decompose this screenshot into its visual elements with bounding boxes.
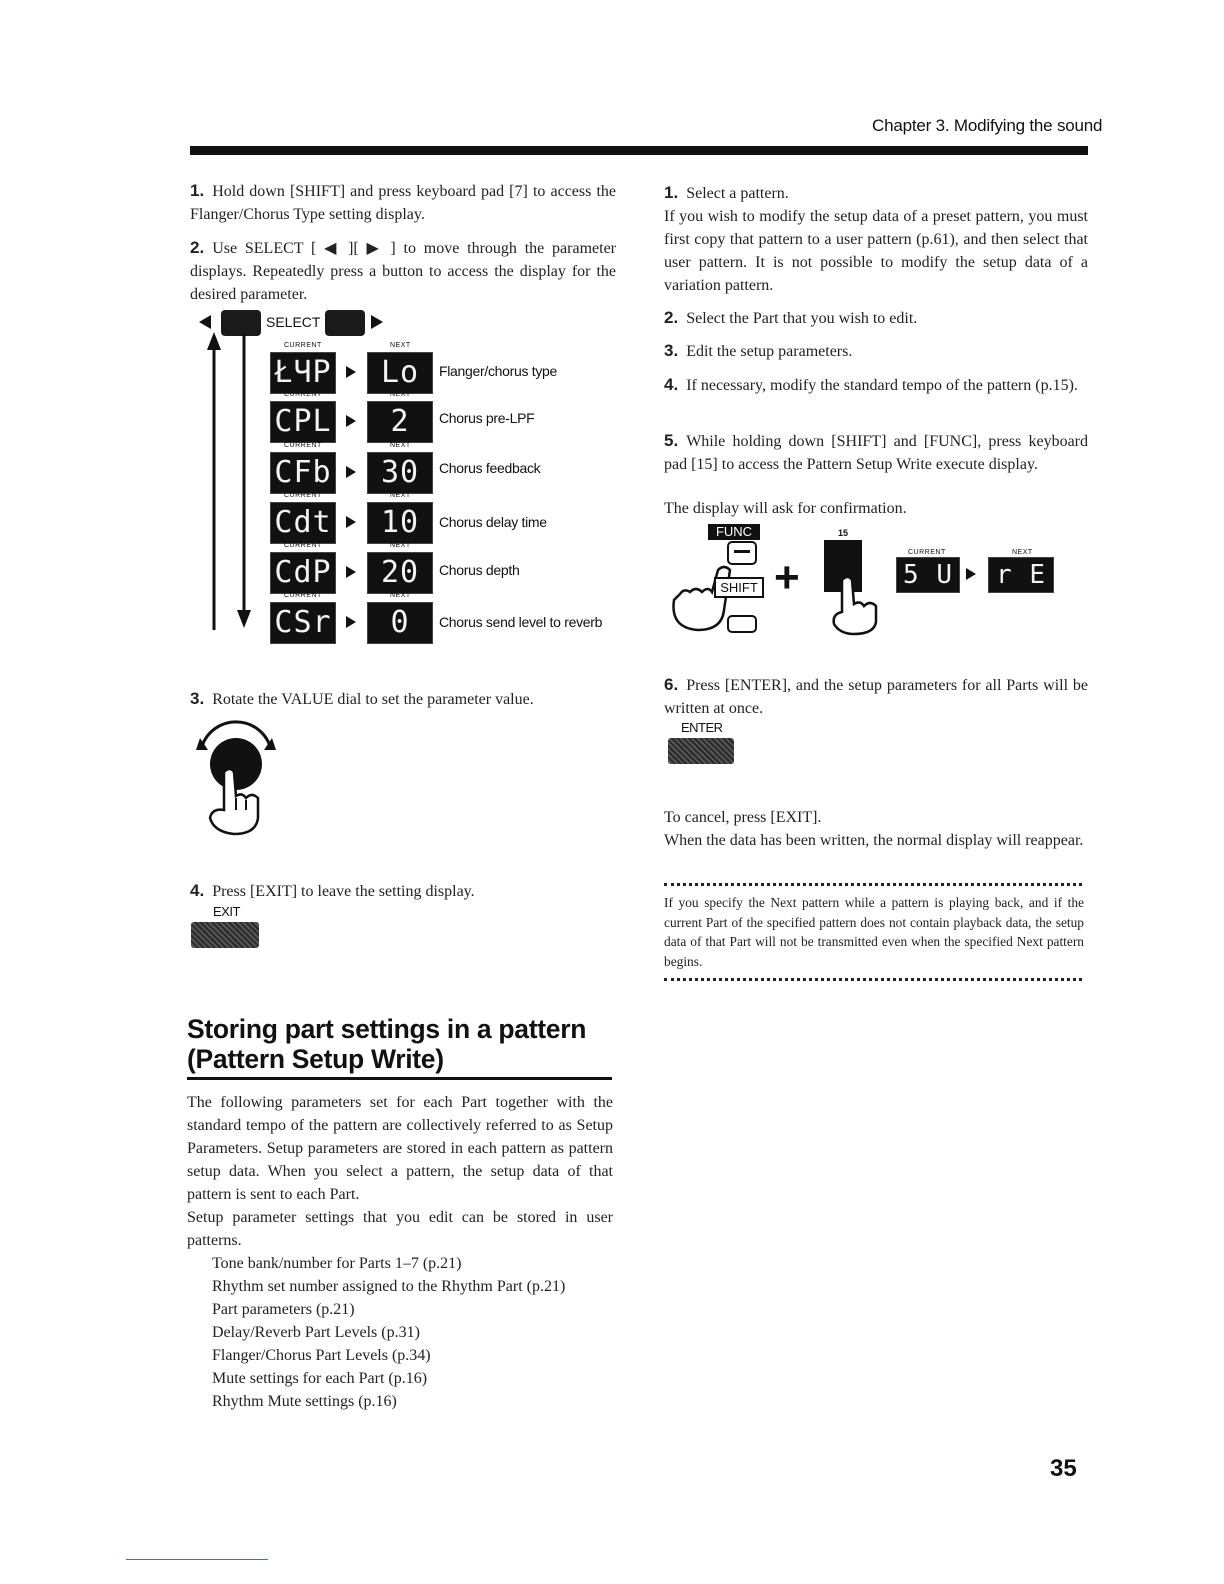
current-label: CURRENT [284,442,322,449]
step-text: Select a pattern. [686,185,789,202]
lcd-next: 10 [367,502,433,544]
step-number: 3. [190,689,205,708]
section-title-line-1: Storing part settings in a pattern [187,1014,587,1044]
enter-button [668,738,734,764]
param-description: Flanger/chorus type [439,363,558,379]
right-step-1-detail: If you wish to modify the setup data of a preset pattern, you must first copy that pattern to a user pattern (p.61), and then select that user pattern. It is not possible to modify the setup data of a variation pattern. [664,208,1088,294]
list-item: Rhythm set number assigned to the Rhythm Part (p.21) [212,1278,566,1295]
arrow-right-icon [346,466,356,478]
section-paragraph-1: The following parameters set for each Part together with the standard tempo of the pattern are collectively referred to as Setup Parameters. Setup parameters are stored in each pattern as pattern setup data. When you select a pattern, the setup data of that pattern is sent to each Part. [187,1094,613,1203]
current-label: CURRENT [284,492,322,499]
next-label: NEXT [1012,549,1033,556]
left-step-1 [190,179,616,226]
current-label: CURRENT [284,542,322,549]
note-text: If you specify the Next pattern while a pattern is playing back, and if the current Part of the specified pattern does not contain playback data, the setup data of that Part will not be transmitted even when the specified Next pattern begins. [664,895,1084,969]
step-number: 1. [190,181,205,200]
current-label: CURRENT [284,592,322,599]
param-description: Chorus pre-LPF [439,410,535,426]
lcd-next: r E [988,557,1054,593]
step-text: Rotate the VALUE dial to set the parameter value. [212,691,534,708]
section-title [187,1014,617,1074]
select-label: SELECT [266,314,321,330]
right-step-4 [664,373,1088,397]
shift-label: SHIFT [714,577,764,598]
param-description: Chorus depth [439,562,520,578]
right-step-2 [664,306,1088,330]
header-rule [190,146,1088,155]
step-text: If necessary, modify the standard tempo of the pattern (p.15). [686,377,1078,394]
param-description: Chorus send level to reverb [439,614,603,630]
step-number: 2. [190,238,205,257]
param-description: Chorus feedback [439,460,541,476]
exit-label: EXIT [213,904,240,919]
lcd-current: 5 U [896,557,960,593]
lcd-next: 2 [367,401,433,443]
arrow-right-icon [966,568,976,580]
select-left-arrow-icon [199,315,211,329]
lcd-current: Cdt [270,502,336,544]
section-title-underline [187,1077,612,1080]
next-label: NEXT [390,592,411,599]
left-step-3 [190,687,616,711]
setup-parameter-list [212,1252,565,1413]
value-dial-icon [192,714,282,836]
lcd-current: CdP [270,552,336,594]
select-right-arrow-icon [371,315,383,329]
lcd-current: CSr [270,602,336,644]
next-label: NEXT [390,391,411,398]
arrow-right-icon [346,566,356,578]
lcd-next: 0 [367,602,433,644]
step-text: Select the Part that you wish to edit. [686,310,918,327]
lcd-current: ŁЧP [270,352,336,394]
param-description: Chorus delay time [439,514,547,530]
list-item: Mute settings for each Part (p.16) [212,1370,428,1387]
right-step-3 [664,339,1088,363]
lcd-next: 20 [367,552,433,594]
next-label: NEXT [390,542,411,549]
exit-button [191,922,259,948]
footer-line [126,1559,268,1560]
list-item: Flanger/Chorus Part Levels (p.34) [212,1347,431,1364]
arrow-right-icon [346,616,356,628]
list-item: Tone bank/number for Parts 1–7 (p.21) [212,1255,462,1272]
select-right-button [325,310,365,336]
section-paragraph-2: Setup parameter settings that you edit can be stored in user patterns. [187,1209,613,1249]
pad-number-label: 15 [838,528,849,538]
cancel-text: To cancel, press [EXIT]. [664,809,822,826]
step-number: 2. [664,308,679,327]
step-text: Hold down [SHIFT] and press keyboard pad [7] to access the Flanger/Chorus Type setting display. [190,183,616,223]
step-text: Press [ENTER], and the setup parameters for all Parts will be written at once. [664,677,1088,717]
next-label: NEXT [390,492,411,499]
cycle-arrows-icon [204,330,254,632]
step-number: 1. [664,183,679,202]
finger-press-icon [830,576,890,636]
step-text: Edit the setup parameters. [686,343,853,360]
step-number: 5. [664,431,679,450]
lcd-next: 30 [367,452,433,494]
step-text: While holding down [SHIFT] and [FUNC], press keyboard pad [15] to access the Pattern Setup Write execute display. [664,433,1088,473]
right-step-1 [664,181,1088,205]
next-label: NEXT [390,442,411,449]
left-step-2 [190,236,616,306]
current-label: CURRENT [908,549,946,556]
arrow-right-icon [346,516,356,528]
lcd-current: CPL [270,401,336,443]
list-item: Rhythm Mute settings (p.16) [212,1393,397,1410]
section-title-line-2: (Pattern Setup Write) [187,1044,444,1074]
lcd-next: Lo [367,352,433,394]
right-step-5-detail: The display will ask for confirmation. [664,500,907,517]
right-step-5 [664,429,1088,476]
step-number: 4. [190,881,205,900]
note-bottom-divider [664,978,1082,981]
right-step-6 [664,673,1088,720]
chapter-header: Chapter 3. Modifying the sound [872,116,1103,135]
list-item: Part parameters (p.21) [212,1301,355,1318]
next-label: NEXT [390,342,411,349]
note-top-divider [664,883,1082,886]
arrow-right-icon [346,415,356,427]
current-label: CURRENT [284,342,322,349]
step-text: Press [EXIT] to leave the setting display. [212,883,475,900]
left-step-4 [190,879,616,903]
list-item: Delay/Reverb Part Levels (p.31) [212,1324,420,1341]
func-label: FUNC [708,524,760,540]
step-number: 4. [664,375,679,394]
arrow-right-icon [346,366,356,378]
step-text: Use SELECT [ ◀ ][ ▶ ] to move through the parameter displays. Repeatedly press a button to access the display for the desired parameter. [190,240,616,303]
plus-icon: + [774,553,800,602]
current-label: CURRENT [284,391,322,398]
step-number: 3. [664,341,679,360]
page-number: 35 [1050,1455,1077,1482]
written-text: When the data has been written, the normal display will reappear. [664,832,1084,849]
enter-label: ENTER [681,720,723,735]
step-number: 6. [664,675,679,694]
lcd-current: CFb [270,452,336,494]
